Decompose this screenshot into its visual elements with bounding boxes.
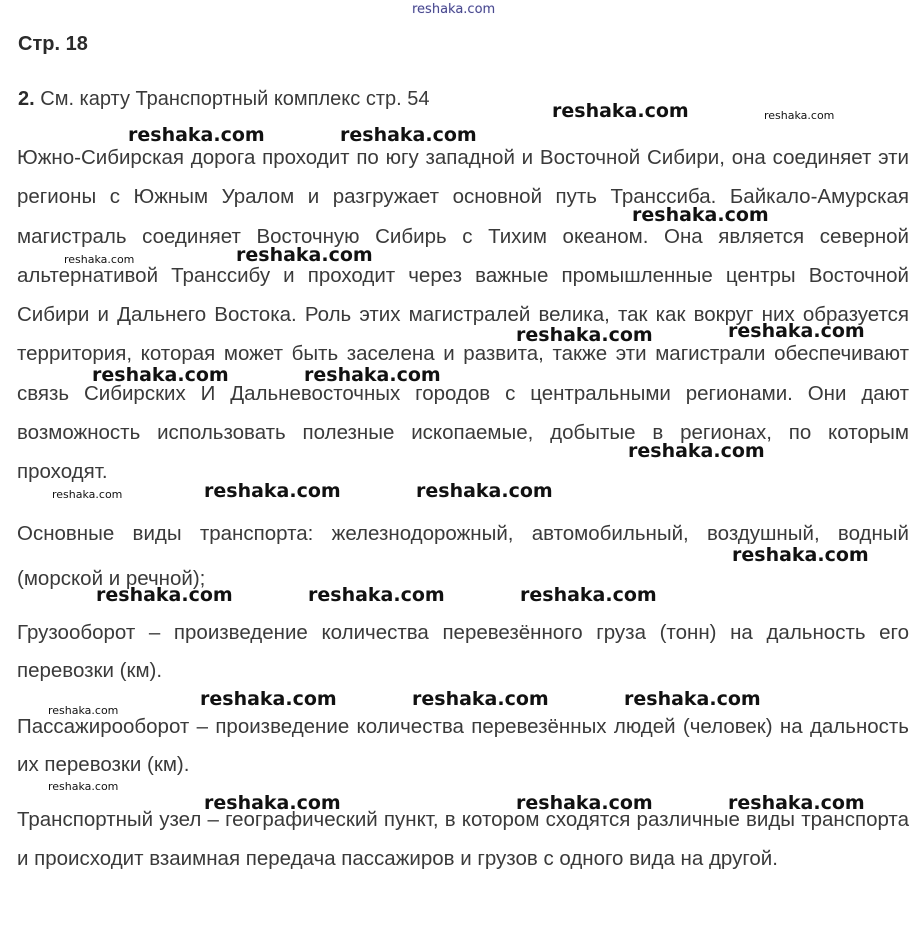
watermark: reshaka.com	[204, 792, 341, 814]
watermark: reshaka.com	[340, 124, 477, 146]
watermark: reshaka.com	[516, 324, 653, 346]
watermark: reshaka.com	[732, 544, 869, 566]
watermark: reshaka.com	[200, 688, 337, 710]
watermark: reshaka.com	[48, 780, 119, 793]
watermark: reshaka.com	[304, 364, 441, 386]
watermark: reshaka.com	[552, 100, 689, 122]
task-number: 2.	[18, 88, 35, 110]
watermark: reshaka.com	[96, 584, 233, 606]
paragraph-passenger-turnover: Пассажирооборот – произведение количества перевезённых людей (человек) на дальность их перевозки (км).	[17, 715, 909, 776]
watermark: reshaka.com	[516, 792, 653, 814]
page-label: Стр. 18	[18, 33, 88, 55]
task-reference: См. карту Транспортный комплекс стр. 54	[40, 88, 430, 110]
watermark: reshaka.com	[308, 584, 445, 606]
watermark: reshaka.com	[204, 480, 341, 502]
watermark: reshaka.com	[64, 253, 135, 266]
paragraph-railways: Южно-Сибирская дорога проходит по югу западной и Восточной Сибири, она соединяет эти регионы с Южным Уралом и разгружает основной путь Транссиба. Байкало-Амурская магистраль соединяет Восточную Сибирь с Тихим океаном. Она является северной альтернативой Транссибу и проходит через важные промышленные центры Восточной Сибири и Дальнего Востока. Роль этих магистралей велика, так как вокруг них образуется территория, которая может быть заселена и развита, также эти магистрали обеспечивают связь Сибирских И Дальневосточных городов с центральными регионами. Они дают возможность использовать полезные ископаемые, добытые в регионах, по которым проходят.	[17, 146, 909, 484]
watermark: reshaka.com	[416, 480, 553, 502]
watermark: reshaka.com	[52, 488, 123, 501]
paragraph-transport-hub: Транспортный узел – географический пункт, в котором сходятся различные виды транспорта и происходит взаимная передача пассажиров и грузов с одного вида на другой.	[17, 808, 909, 870]
watermark: reshaka.com	[624, 688, 761, 710]
paragraph-transport-modes: Основные виды транспорта: железнодорожный, автомобильный, воздушный, водный (морской и речной);	[17, 522, 909, 590]
watermark: reshaka.com	[764, 109, 835, 122]
watermark: reshaka.com	[92, 364, 229, 386]
watermark: reshaka.com	[728, 320, 865, 342]
task-heading	[18, 88, 429, 111]
watermark: reshaka.com	[412, 688, 549, 710]
watermark: reshaka.com	[728, 792, 865, 814]
paragraph-freight-turnover: Грузооборот – произведение количества перевезённого груза (тонн) на дальность его перевозки (км).	[17, 621, 909, 682]
watermark: reshaka.com	[48, 704, 119, 717]
watermark-top: reshaka.com	[412, 2, 496, 17]
watermark: reshaka.com	[632, 204, 769, 226]
watermark: reshaka.com	[520, 584, 657, 606]
watermark: reshaka.com	[236, 244, 373, 266]
watermark: reshaka.com	[628, 440, 765, 462]
watermark: reshaka.com	[128, 124, 265, 146]
